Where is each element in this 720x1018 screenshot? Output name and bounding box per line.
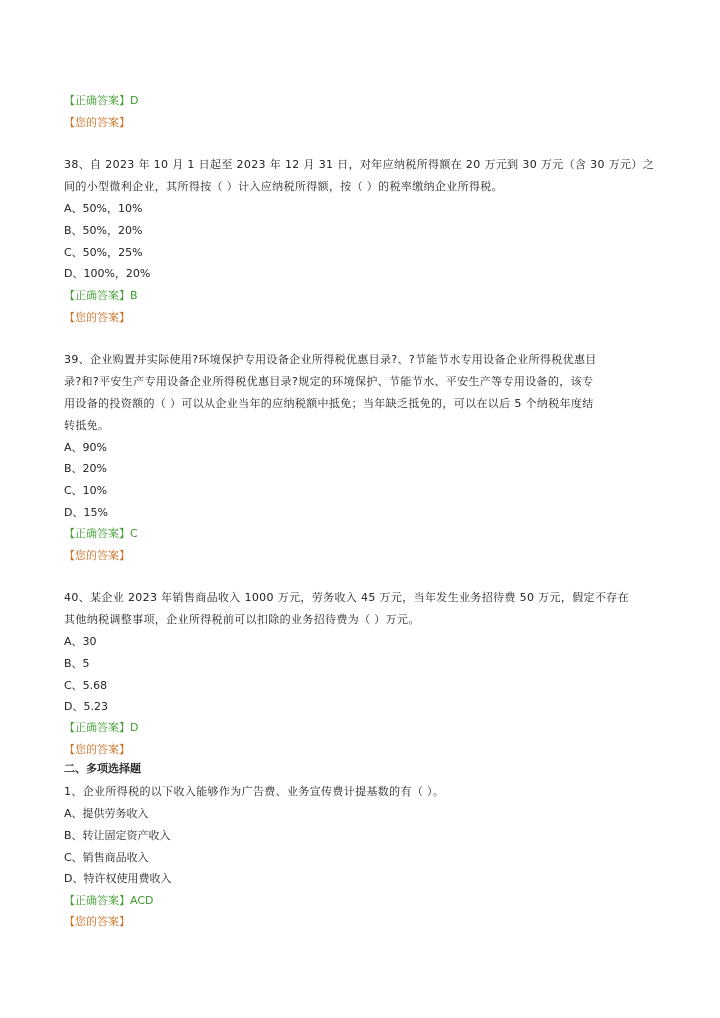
mq1-correct-answer [64, 893, 153, 909]
correct-answer-value: B [130, 289, 138, 302]
q39-option-a: A、90% [64, 441, 107, 454]
mq1-option-d: D、特许权使用费收入 [64, 872, 172, 885]
correct-answer-label: 【正确答案】 [64, 894, 130, 907]
q40-line-2: 其他纳税调整事项，企业所得税前可以扣除的业务招待费为（ ）万元。 [64, 613, 420, 626]
q40-option-d: D、5.23 [64, 700, 108, 713]
mq1-option-a: A、提供劳务收入 [64, 807, 149, 820]
q40-your-answer: 【您的答案】 [64, 743, 130, 756]
prev-your-answer: 【您的答案】 [64, 116, 130, 129]
q39-option-d: D、15% [64, 506, 108, 519]
q40-option-b: B、5 [64, 657, 90, 670]
q39-line-1: 39、企业购置并实际使用?环境保护专用设备企业所得税优惠目录?、?节能节水专用设备企业所得税优惠目 [64, 353, 597, 366]
correct-answer-label: 【正确答案】 [64, 289, 130, 302]
q39-line-2: 录?和?平安生产专用设备企业所得税优惠目录?规定的环境保护、节能节水、平安生产等专用设备的，该专 [64, 375, 594, 388]
correct-answer-label: 【正确答案】 [64, 721, 130, 734]
q40-option-a: A、30 [64, 635, 97, 648]
q38-your-answer: 【您的答案】 [64, 311, 130, 324]
q39-line-4: 转抵免。 [64, 419, 110, 432]
q38-line-2: 间的小型微利企业，其所得按（ ）计入应纳税所得额，按（ ）的税率缴纳企业所得税。 [64, 180, 503, 193]
mq1-your-answer: 【您的答案】 [64, 915, 130, 928]
prev-correct-answer [64, 93, 138, 109]
q38-line-1: 38、自 2023 年 10 月 1 日起至 2023 年 12 月 31 日，对年应纳税所得额在 20 万元到 30 万元（含 30 万元）之 [64, 158, 655, 171]
correct-answer-value: ACD [130, 894, 154, 907]
q38-option-c: C、50%，25% [64, 246, 143, 259]
q39-option-c: C、10% [64, 484, 108, 497]
q38-correct-answer [64, 288, 138, 304]
q39-your-answer: 【您的答案】 [64, 549, 130, 562]
q39-line-3: 用设备的投资额的（ ）可以从企业当年的应纳税额中抵免；当年缺乏抵免的，可以在以后 5 个纳税年度结 [64, 397, 594, 410]
q38-option-a: A、50%，10% [64, 202, 143, 215]
q38-option-d: D、100%，20% [64, 267, 151, 280]
correct-answer-value: D [130, 721, 139, 734]
q40-line-1: 40、某企业 2023 年销售商品收入 1000 万元，劳务收入 45 万元，当年发生业务招待费 50 万元，假定不存在 [64, 591, 629, 604]
mq1-option-b: B、转让固定资产收入 [64, 829, 171, 842]
correct-answer-value: D [130, 94, 139, 107]
q38-option-b: B、50%，20% [64, 224, 143, 237]
q39-option-b: B、20% [64, 462, 107, 475]
section-heading: 二、多项选择题 [64, 762, 141, 775]
q40-correct-answer [64, 720, 138, 736]
mq1-option-c: C、销售商品收入 [64, 851, 149, 864]
q39-correct-answer [64, 526, 138, 542]
correct-answer-value: C [130, 527, 138, 540]
q40-option-c: C、5.68 [64, 679, 108, 692]
correct-answer-label: 【正确答案】 [64, 94, 130, 107]
correct-answer-label: 【正确答案】 [64, 527, 130, 540]
mq1-line-1: 1、企业所得税的以下收入能够作为广告费、业务宣传费计提基数的有（ ）。 [64, 785, 445, 798]
